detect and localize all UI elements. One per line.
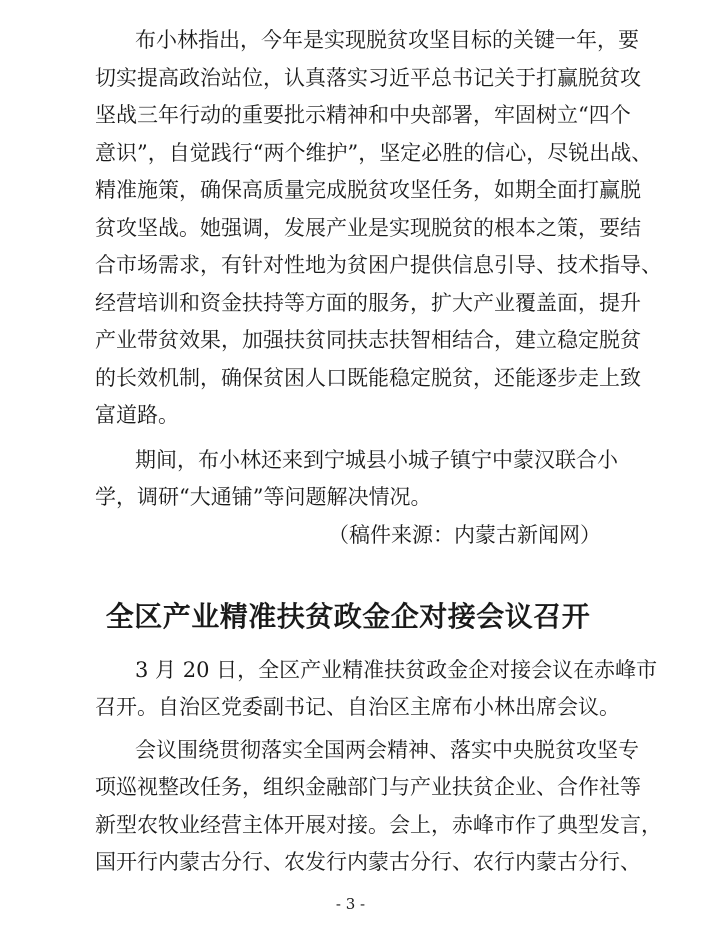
paragraph-line: 会议围绕贯彻落实全国两会精神、落实中央脱贫攻坚专	[135, 738, 639, 762]
paragraph-line: 3 月 20 日，全区产业精准扶贫政金企对接会议在赤峰市	[135, 658, 658, 682]
paragraph-line: 国开行内蒙古分行、农发行内蒙古分行、农行内蒙古分行、	[95, 850, 641, 874]
paragraph-line: 布小林指出，今年是实现脱贫攻坚目标的关键一年，要	[135, 28, 639, 52]
page-number: - 3 -	[335, 895, 366, 913]
paragraph-line: 贫攻坚战。她强调，发展产业是实现脱贫的根本之策，要结	[95, 216, 641, 240]
paragraph-line: 精准施策，确保高质量完成脱贫攻坚任务，如期全面打赢脱	[95, 178, 641, 202]
paragraph-line: 坚战三年行动的重要批示精神和中央部署，牢固树立“四个	[95, 103, 631, 127]
paragraph-line: 项巡视整改任务，组织金融部门与产业扶贫企业、合作社等	[95, 775, 641, 799]
article-source: （稿件来源：内蒙古新闻网）	[328, 523, 601, 547]
paragraph-line: 合市场需求，有针对性地为贫困户提供信息引导、技术指导、	[95, 253, 662, 277]
article-title: 全区产业精准扶贫政金企对接会议召开	[105, 600, 591, 633]
paragraph-line: 的长效机制，确保贫困人口既能稳定脱贫，还能逐步走上致	[95, 366, 641, 390]
paragraph-line: 期间，布小林还来到宁城县小城子镇宁中蒙汉联合小	[135, 448, 618, 472]
paragraph-line: 学，调研“大通铺”等问题解决情况。	[95, 485, 432, 509]
paragraph-line: 新型农牧业经营主体开展对接。会上，赤峰市作了典型发言，	[95, 813, 662, 837]
paragraph-line: 意识”，自觉践行“两个维护”，坚定必胜的信心，尽锐出战、	[95, 141, 653, 165]
paragraph-line: 切实提高政治站位，认真落实习近平总书记关于打赢脱贫攻	[95, 66, 641, 90]
paragraph-line: 富道路。	[95, 403, 179, 427]
paragraph-line: 产业带贫效果，加强扶贫同扶志扶智相结合，建立稳定脱贫	[95, 328, 641, 352]
paragraph-line: 召开。自治区党委副书记、自治区主席布小林出席会议。	[95, 695, 620, 719]
paragraph-line: 经营培训和资金扶持等方面的服务，扩大产业覆盖面，提升	[95, 291, 641, 315]
